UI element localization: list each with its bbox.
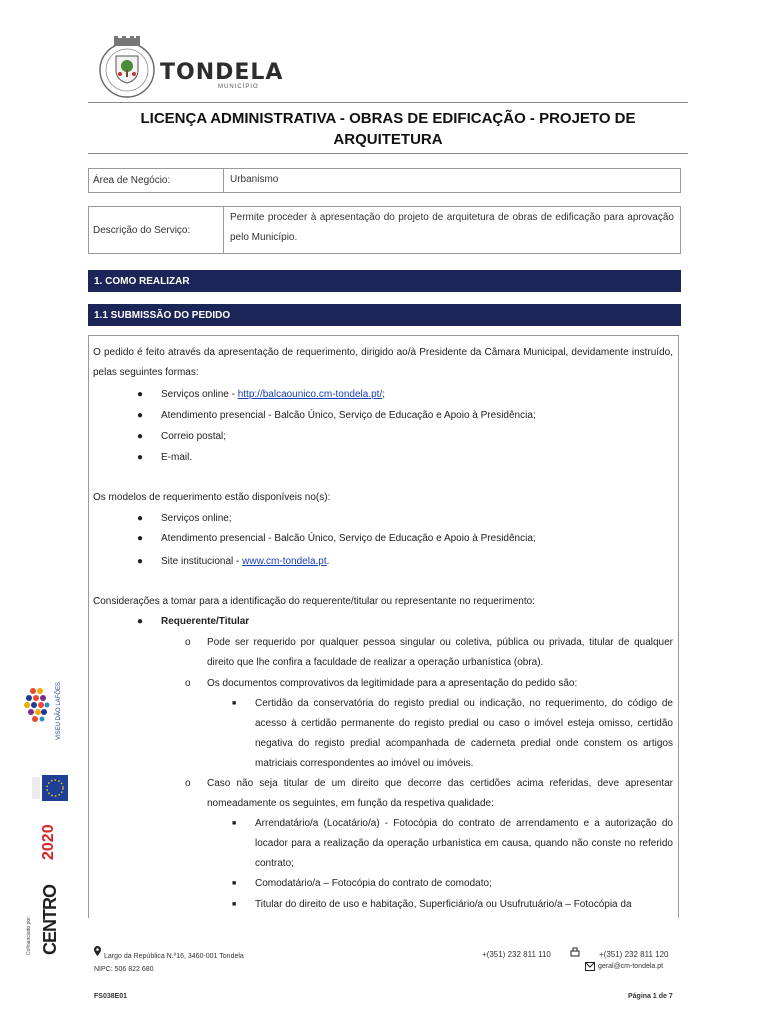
sub-item: Pode ser requerido por qualquer pessoa singular ou coletiva, pública ou privada, titular de qualquer direito que lhe confira a faculdade de realizar a operação urbanística (obra). bbox=[207, 637, 673, 668]
cluster-dots-icon bbox=[22, 685, 52, 725]
square-bullet-icon: ■ bbox=[232, 700, 237, 707]
footer-fax: +(351) 232 811 120 bbox=[599, 950, 669, 959]
paragraph-considerations: Considerações a tomar para a identificação do requerente/titular ou representante no requerimento: bbox=[93, 596, 535, 607]
bullet-icon: ● bbox=[137, 533, 144, 544]
list-item: Serviços online; bbox=[161, 513, 232, 524]
square-bullet-icon: ■ bbox=[232, 901, 237, 908]
list-item: Correio postal; bbox=[161, 431, 227, 442]
square-bullet-icon: ■ bbox=[232, 880, 237, 887]
bullet-icon: ● bbox=[137, 389, 144, 400]
business-area-row bbox=[88, 168, 681, 193]
list-item: Atendimento presencial - Balcão Único, Serviço de Educação e Apoio à Presidência; bbox=[161, 533, 536, 544]
requester-heading: Requerente/Titular bbox=[161, 616, 250, 627]
email-icon bbox=[585, 962, 595, 973]
sub-item: Caso não seja titular de um direito que decorre das certidões acima referidas, deve apresentar nomeadamente os seguintes, em função da respetiva qualidade: bbox=[207, 778, 673, 809]
bullet-icon: ● bbox=[137, 410, 144, 421]
location-pin-icon bbox=[94, 946, 101, 958]
service-description-row bbox=[88, 206, 681, 254]
header-rule bbox=[88, 102, 688, 103]
list-item: Serviços online - http://balcaounico.cm-tondela.pt/; bbox=[161, 389, 386, 400]
bullet-icon: ● bbox=[137, 616, 144, 627]
brand-name: TONDELA bbox=[160, 60, 284, 85]
footer-phone: +(351) 232 811 110 bbox=[482, 950, 551, 959]
centro-2020-logo: CENTRO bbox=[40, 885, 60, 955]
page-number: Página 1 de 7 bbox=[628, 993, 673, 1000]
circle-bullet-icon: o bbox=[185, 778, 191, 789]
document-title bbox=[88, 108, 688, 150]
section-how-to: 1. COMO REALIZAR bbox=[88, 270, 681, 292]
sub-sub-item: Titular do direito de uso e habitação, Superficiário/a ou Usufrutuário/a – Fotocópia da bbox=[255, 899, 632, 910]
vertical-label: VISEU DÃO LAFÕES bbox=[56, 681, 62, 740]
list-item: Site institucional - www.cm-tondela.pt. bbox=[161, 556, 330, 567]
service-description-value: Permite proceder à apresentação do projeto de arquitetura de obras de edificação para aprovação pelo Município. bbox=[230, 212, 674, 243]
balcao-unico-link[interactable]: http://balcaounico.cm-tondela.pt/ bbox=[237, 389, 383, 400]
circle-bullet-icon: o bbox=[185, 678, 191, 689]
footer-nipc: NIPC: 506 822 680 bbox=[94, 966, 154, 973]
viseu-dao-lafoes-logo bbox=[22, 685, 52, 730]
brand-subtitle: MUNICÍPIO bbox=[218, 84, 259, 90]
cofinanced-label: Cofinanciado por: bbox=[26, 915, 32, 955]
bullet-icon: ● bbox=[137, 556, 144, 567]
footer-email[interactable]: geral@cm-tondela.pt bbox=[598, 963, 664, 970]
paragraph-models: Os modelos de requerimento estão disponíveis no(s): bbox=[93, 492, 331, 503]
sub-sub-item: Comodatário/a – Fotocópia do contrato de comodato; bbox=[255, 878, 492, 889]
bullet-icon: ● bbox=[137, 431, 144, 442]
service-description-label: Descrição do Serviço: bbox=[89, 207, 224, 253]
title-line-2: ARQUITETURA bbox=[333, 131, 443, 148]
bullet-icon: ● bbox=[137, 513, 144, 524]
list-item: E-mail. bbox=[161, 452, 193, 463]
paragraph-intro: O pedido é feito através da apresentação de requerimento, dirigido ao/à Presidente da Câmara Municipal, devidamente instruído, pelas seguintes formas: bbox=[93, 347, 673, 378]
circle-bullet-icon: o bbox=[185, 637, 191, 648]
sub-sub-item: Certidão da conservatória do registo predial ou indicação, no requerimento, do código de acesso à certidão permanente do registo predial ou caso o imóvel esteja omisso, certidão negativa do registo predial acompanhada de caderneta predial onde constem os artigos matriciais correspondentes ao imóvel ou imóveis. bbox=[255, 698, 673, 769]
business-area-value: Urbanismo bbox=[230, 174, 279, 185]
bullet-icon: ● bbox=[137, 452, 144, 463]
document-code: FS038E01 bbox=[94, 993, 128, 1000]
business-area-label: Área de Negócio: bbox=[89, 169, 224, 192]
section-submission: 1.1 SUBMISSÃO DO PEDIDO bbox=[88, 304, 681, 326]
sub-item: Os documentos comprovativos da legitimidade para a apresentação do pedido são: bbox=[207, 678, 578, 689]
title-rule bbox=[88, 153, 688, 154]
square-bullet-icon: ■ bbox=[232, 820, 237, 827]
site-link[interactable]: www.cm-tondela.pt bbox=[242, 556, 327, 567]
footer-address: Largo da República N.º16, 3460-001 Tondela bbox=[104, 953, 244, 960]
list-item: Atendimento presencial - Balcão Único, Serviço de Educação e Apoio à Presidência; bbox=[161, 410, 536, 421]
eu-flag-icon bbox=[30, 775, 70, 803]
sub-sub-item: Arrendatário/a (Locatário/a) - Fotocópia do contrato de arrendamento e a autorização do locador para a realização da operação urbanística em causa, quando não conste no referido contrato; bbox=[255, 818, 673, 869]
portugal-2020-logo: 2020 bbox=[40, 824, 57, 860]
fax-icon bbox=[570, 947, 580, 959]
title-line-1: LICENÇA ADMINISTRATIVA - OBRAS DE EDIFICAÇÃO - PROJETO DE bbox=[140, 110, 636, 127]
